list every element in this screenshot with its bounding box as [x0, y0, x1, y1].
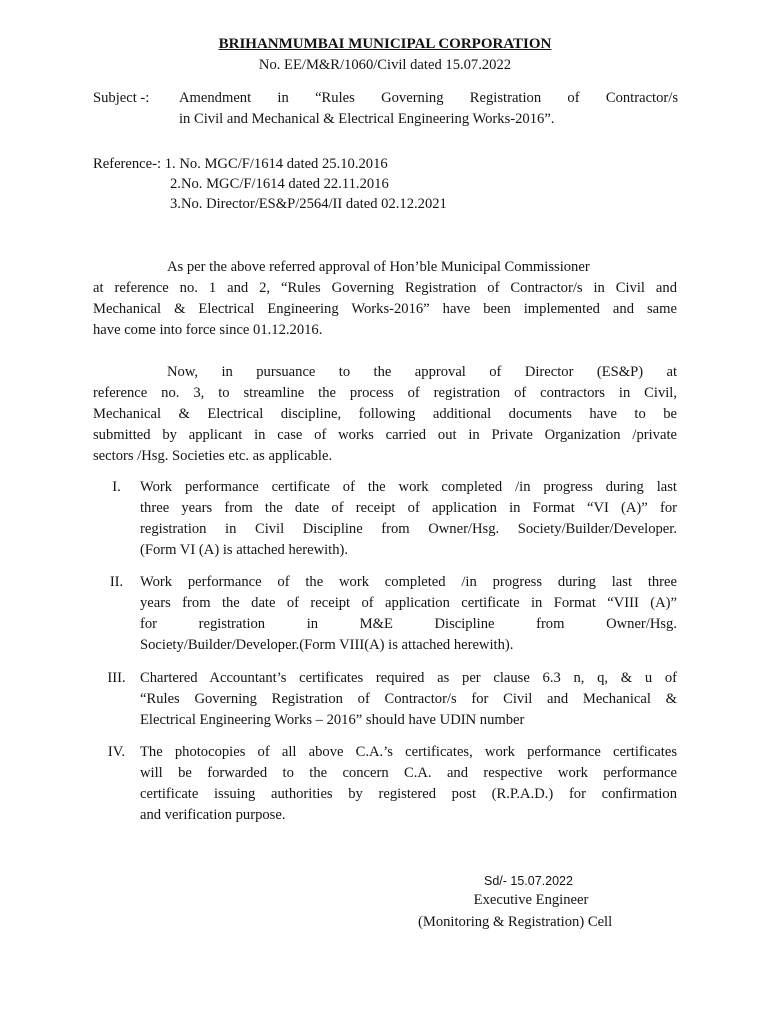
paragraph-line: have come into force since 01.12.2016.: [93, 322, 323, 338]
reference-row-1: [93, 154, 678, 174]
list-item-line: years from the date of receipt of application certificate in Format “VIII (A)”: [140, 595, 677, 611]
reference-item: 1. No. MGC/F/1614 dated 25.10.2016: [164, 156, 388, 172]
list-item-line: (Form VI (A) is attached herewith).: [140, 542, 349, 558]
list-item: [93, 668, 677, 731]
subject-label: Subject -:: [93, 90, 150, 106]
organization-title: BRIHANMUMBAI MUNICIPAL CORPORATION: [218, 36, 552, 52]
paragraph-line: Now, in pursuance to the approval of Director (ES&P) at: [167, 364, 677, 380]
list-item-number: I.: [112, 479, 121, 495]
signatory-cell: (Monitoring & Registration) Cell: [418, 914, 613, 930]
paragraph-line: at reference no. 1 and 2, “Rules Governing Registration of Contractor/s in Civil and: [93, 280, 677, 296]
reference-block: [93, 154, 678, 214]
subject-block: [93, 88, 678, 130]
paragraph-line: reference no. 3, to streamline the process of registration of contractors in Civil,: [93, 385, 677, 401]
reference-row-3: [93, 194, 678, 214]
paragraph-line: submitted by applicant in case of works carried out in Private Organization /private: [93, 427, 677, 443]
signatory-title: Executive Engineer: [473, 892, 589, 908]
list-item-line: Work performance of the work completed /in progress during last three: [140, 574, 677, 590]
list-item-line: The photocopies of all above C.A.’s certificates, work performance certificates: [140, 744, 677, 760]
signature-date: Sd/- 15.07.2022: [484, 874, 573, 888]
reference-item: 3.No. Director/ES&P/2564/II dated 02.12.2021: [170, 196, 447, 212]
list-item-line: “Rules Governing Registration of Contractor/s for Civil and Mechanical &: [140, 691, 677, 707]
list-item-line: Electrical Engineering Works – 2016” should have UDIN number: [140, 712, 525, 728]
paragraph-1: [93, 257, 677, 341]
reference-label: Reference-:: [93, 156, 162, 172]
list-item: [93, 572, 677, 656]
list-item-line: Chartered Accountant’s certificates required as per clause 6.3 n, q, & u of: [140, 670, 677, 686]
list-item-line: will be forwarded to the concern C.A. and respective work performance: [140, 765, 677, 781]
list-item-number: IV.: [107, 744, 126, 760]
paragraph-2: [93, 362, 677, 467]
reference-row-2: [93, 174, 678, 194]
list-item: [93, 477, 677, 561]
paragraph-line: Mechanical & Electrical Engineering Works-2016” have been implemented and same: [93, 301, 677, 317]
list-item-line: Work performance certificate of the work completed /in progress during last: [140, 479, 677, 495]
subject-line-1: Amendment in “Rules Governing Registration of Contractor/s: [179, 90, 678, 106]
list-item-line: registration in Civil Discipline from Owner/Hsg. Society/Builder/Developer.: [140, 521, 677, 537]
paragraph-line: Mechanical & Electrical discipline, following additional documents have to be: [93, 406, 677, 422]
list-item-line: Society/Builder/Developer.(Form VIII(A) is attached herewith).: [140, 637, 514, 653]
subject-line-2: in Civil and Mechanical & Electrical Engineering Works-2016”.: [179, 111, 555, 127]
list-item-number: II.: [109, 574, 124, 590]
paragraph-line: As per the above referred approval of Hon’ble Municipal Commissioner: [167, 259, 590, 275]
list-item-number: III.: [107, 670, 126, 686]
list-item-line: for registration in M&E Discipline from Owner/Hsg.: [140, 616, 677, 632]
list-item-line: certificate issuing authorities by registered post (R.P.A.D.) for confirmation: [140, 786, 677, 802]
list-item: [93, 742, 677, 826]
letter-number: No. EE/M&R/1060/Civil dated 15.07.2022: [258, 57, 512, 73]
reference-item: 2.No. MGC/F/1614 dated 22.11.2016: [170, 176, 389, 192]
list-item-line: three years from the date of receipt of application in Format “VI (A)” for: [140, 500, 677, 516]
list-item-line: and verification purpose.: [140, 807, 286, 823]
paragraph-line: sectors /Hsg. Societies etc. as applicable.: [93, 448, 333, 464]
